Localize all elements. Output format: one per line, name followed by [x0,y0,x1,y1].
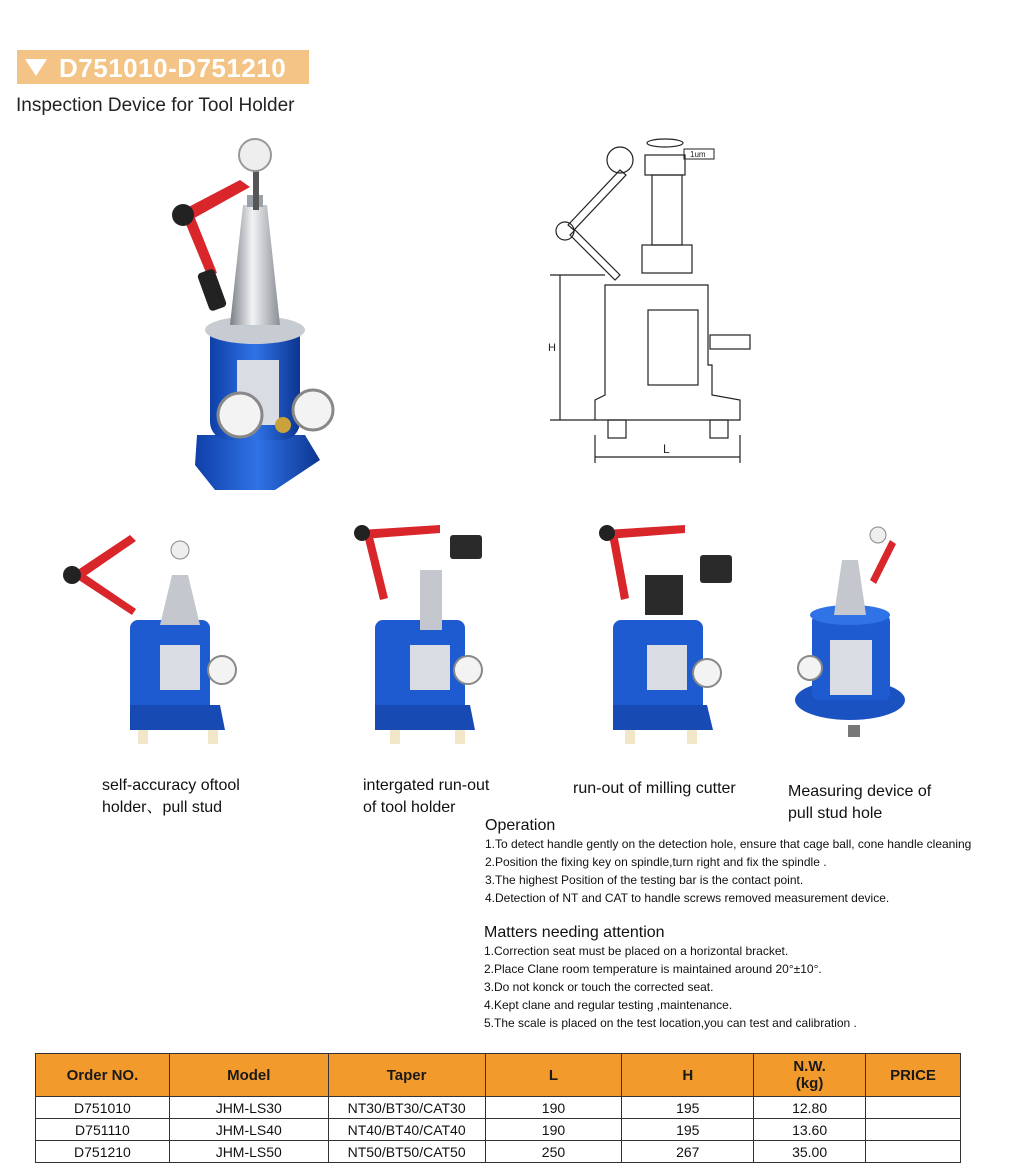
attention-item: 5.The scale is placed on the test location,you can test and calibration . [484,1016,857,1030]
table-header-row [36,1054,961,1097]
attention-item: 2.Place Clane room temperature is maintained around 20°±10°. [484,962,822,976]
caption-milling-cutter [573,778,736,800]
header-order-no: Order NO. [36,1054,170,1097]
header-h: H [622,1054,754,1097]
operation-item: 4.Detection of NT and CAT to handle screws removed measurement device. [485,891,890,905]
technical-drawing [540,135,770,465]
operation-item: 3.The highest Position of the testing bar is the contact point. [485,873,804,887]
attention-item: 1.Correction seat must be placed on a horizontal bracket. [484,944,789,958]
caption-line: pull stud hole [788,805,883,822]
attention-title: Matters needing attention [484,924,665,941]
table-row [36,1097,961,1119]
main-product-photo [155,135,355,500]
caption-line: run-out of milling cutter [573,780,736,797]
cell-model: JHM-LS50 [169,1141,328,1163]
header-price: PRICE [866,1054,961,1097]
cell-model: JHM-LS40 [169,1119,328,1141]
cell-order-no: D751010 [36,1097,170,1119]
photo-self-accuracy [60,515,250,755]
cell-l: 250 [485,1141,622,1163]
photo-integrated-runout [350,515,510,750]
photo-milling-cutter [595,515,755,750]
header-nw: N.W. (kg) [754,1054,866,1097]
cell-taper: NT30/BT30/CAT30 [328,1097,485,1119]
cell-nw: 12.80 [754,1097,866,1119]
dimension-h-label: H [548,342,556,354]
cell-l: 190 [485,1119,622,1141]
cell-price [866,1141,961,1163]
caption-line: intergated run-out [363,777,490,794]
spec-table [35,1053,961,1163]
cell-h: 195 [622,1119,754,1141]
table-row [36,1119,961,1141]
caption-line: holder、pull stud [102,799,223,816]
cell-h: 195 [622,1097,754,1119]
cell-order-no: D751110 [36,1119,170,1141]
table-row [36,1141,961,1163]
cell-h: 267 [622,1141,754,1163]
cell-price [866,1097,961,1119]
caption-integrated-runout [363,775,489,819]
cell-taper: NT40/BT40/CAT40 [328,1119,485,1141]
page-subtitle: Inspection Device for Tool Holder [16,95,295,116]
cell-l: 190 [485,1097,622,1119]
caption-self-accuracy [102,775,240,819]
caption-line: of tool holder [363,799,456,816]
attention-section [484,924,857,1032]
cell-order-no: D751210 [36,1141,170,1163]
photo-pull-stud-hole [790,520,930,750]
caption-line: self-accuracy oftool [102,777,240,794]
dimension-l-label: L [663,442,670,456]
cell-model: JHM-LS30 [169,1097,328,1119]
operation-title: Operation [485,817,556,834]
attention-item: 3.Do not konck or touch the corrected seat. [484,980,714,994]
attention-item: 4.Kept clane and regular testing ,maintenance. [484,998,733,1012]
operation-item: 1.To detect handle gently on the detection hole, ensure that cage ball, cone handle cleaning [485,837,972,851]
header-model: Model [169,1054,328,1097]
triangle-down-icon [25,59,47,76]
cell-price [866,1119,961,1141]
cell-nw: 35.00 [754,1141,866,1163]
cell-taper: NT50/BT50/CAT50 [328,1141,485,1163]
gauge-label: 1um [690,150,706,159]
cell-nw: 13.60 [754,1119,866,1141]
operation-section [485,817,971,907]
header-l: L [485,1054,622,1097]
header-taper: Taper [328,1054,485,1097]
caption-line: Measuring device of [788,783,932,800]
operation-item: 2.Position the fixing key on spindle,turn right and fix the spindle . [485,855,827,869]
product-code: D751010-D751210 [59,53,287,83]
product-code-tag [17,50,309,84]
